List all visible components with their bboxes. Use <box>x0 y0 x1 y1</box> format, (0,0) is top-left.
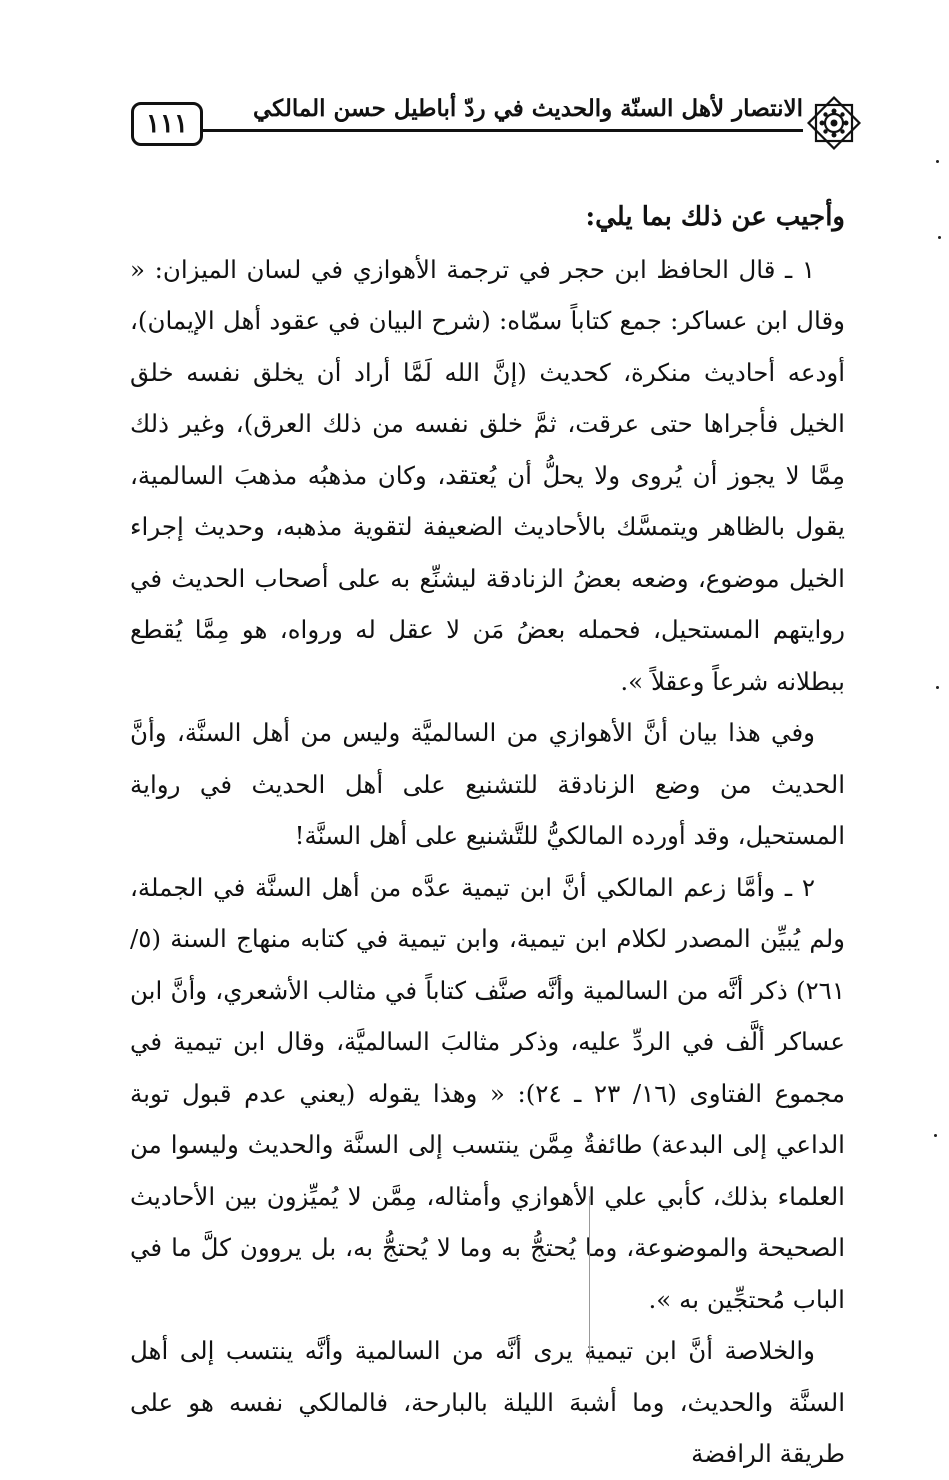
page-body <box>130 192 845 1480</box>
scan-speck <box>934 1134 937 1137</box>
header-rule <box>203 129 803 132</box>
section-subheading: وأجيب عن ذلك بما يلي: <box>585 202 845 232</box>
paragraph-1: ١ ـ قال الحافظ ابن حجر في ترجمة الأهوازي في لسان الميزان: « وقال ابن عساكر: جمع كتاباً سمّاه: (شرح البيان في عقود أهل الإيمان)، أودعه أحاديث منكرة، كحديث (إنَّ الله لَمَّا أراد أن يخلق نفسه خلق الخيل فأجراها حتى عرقت، ثمَّ خلق نفسه من ذلك العرق)، وغير ذلك مِمَّا لا يجوز أن يُروى ولا يحلُّ أن يُعتقد، وكان مذهبُه مذهبَ السالمية، يقول بالظاهر ويتمسَّك بالأحاديث الضعيفة لتقوية مذهبه، وحديث إجراء الخيل موضوع، وضعه بعضُ الزنادقة ليشنِّع به على أصحاب الحديث في روايتهم المستحيل، فحمله بعضُ مَن لا عقل له ورواه، هو مِمَّا يُقطع ببطلانه شرعاً وعقلاً ». <box>130 254 845 696</box>
scan-fold-line <box>589 1196 590 1364</box>
paragraph-2: وفي هذا بيان أنَّ الأهوازي من السالميَّة وليس من أهل السنَّة، وأنَّ الحديث من وضع الزنادقة للتشنيع على أهل الحديث في رواية المستحيل، وقد أورده المالكيُّ للتَّشنيع على أهل السنَّة! <box>130 718 845 850</box>
octagram-ornament-icon <box>801 90 867 156</box>
paragraph-4: والخلاصة أنَّ ابن تيمية يرى أنَّه من السالمية وأنَّه ينتسب إلى أهل السنَّة والحديث، وما أشبهَ الليلة بالبارحة، فالمالكي نفسه هو على طريقة الرافضة <box>130 1336 845 1468</box>
scan-speck <box>936 686 939 689</box>
scan-speck <box>936 160 939 163</box>
page-header <box>125 88 867 160</box>
page-number: ١١١ <box>131 102 203 146</box>
running-title: الانتصار لأهل السنّة والحديث في ردّ أباطيل حسن المالكي <box>252 95 803 122</box>
paragraph-3: ٢ ـ وأمَّا زعم المالكي أنَّ ابن تيمية عدَّه من أهل السنَّة في الجملة، ولم يُبيِّن المصدر لكلام ابن تيمية، وابن تيمية في كتابه منهاج السنة (٥/ ٢٦١) ذكر أنَّه من السالمية وأنَّه صنَّف كتاباً في مثالب الأشعري، وأنَّ ابن عساكر ألَّف في الردِّ عليه، وذكر مثالبَ السالميَّة، وقال ابن تيمية في مجموع الفتاوى (١٦/ ٢٣ ـ ٢٤): « وهذا يقوله (يعني عدم قبول توبة الداعي إلى البدعة) طائفةٌ مِمَّن ينتسب إلى السنَّة والحديث وليسوا من العلماء بذلك، كأبي علي الأهوازي وأمثاله، مِمَّن لا يُميِّزون بين الأحاديث الصحيحة والموضوعة، وما يُحتجُّ به وما لا يُحتجُّ به، بل يروون كلَّ ما في الباب مُحتجِّين به ». <box>130 872 845 1314</box>
scan-speck <box>938 236 941 239</box>
